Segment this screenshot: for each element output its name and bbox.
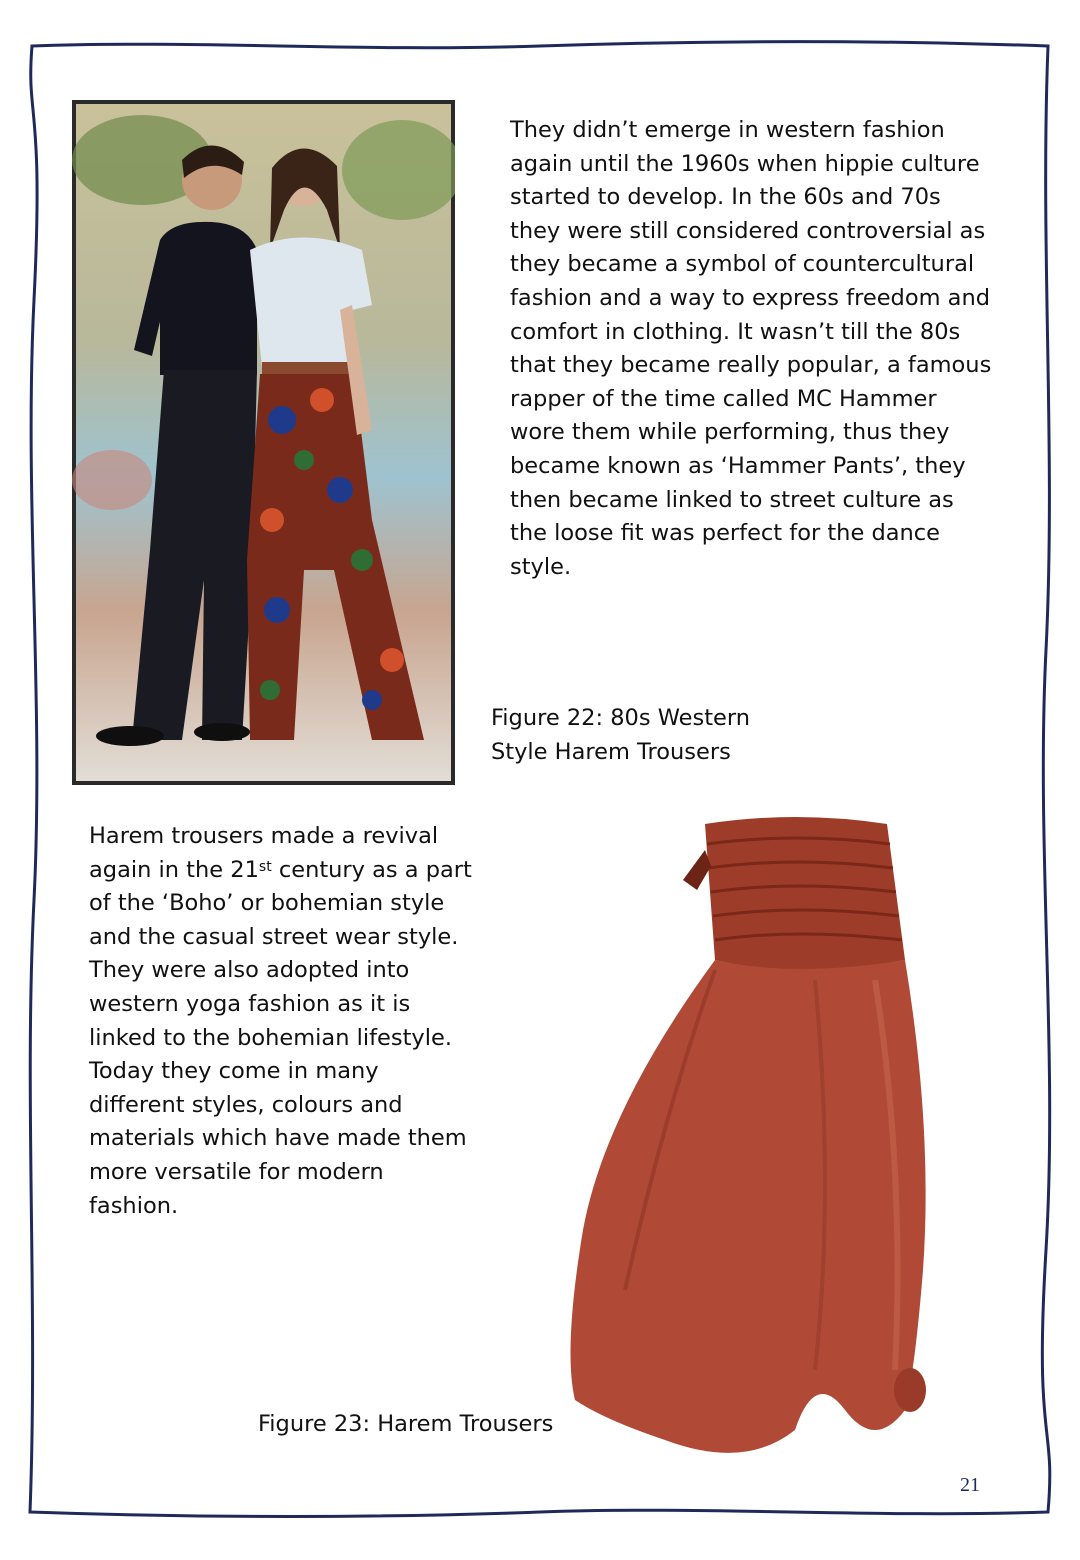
caption-line: Style Harem Trousers bbox=[491, 738, 731, 765]
couple-photo bbox=[72, 100, 455, 785]
text-line: comfort in clothing. It wasn’t till the 80s bbox=[510, 318, 961, 345]
caption-line: Figure 23: Harem Trousers bbox=[258, 1411, 554, 1437]
text-line: fashion and a way to express freedom and bbox=[510, 284, 990, 311]
text-line: materials which have made them bbox=[89, 1125, 467, 1152]
text-line: style. bbox=[510, 553, 572, 580]
figure-22-caption bbox=[491, 702, 791, 769]
harem-trousers-photo bbox=[565, 810, 930, 1470]
page-number: 21 bbox=[960, 1474, 980, 1496]
text-line: They didn’t emerge in western fashion bbox=[510, 117, 945, 143]
text-line: western yoga fashion as it is bbox=[89, 990, 411, 1017]
caption-line: Figure 22: 80s Western bbox=[491, 705, 750, 731]
ordinal-superscript: st bbox=[258, 858, 272, 875]
text-line: and the casual street wear style. bbox=[89, 923, 459, 950]
text-segment: century as a part bbox=[271, 856, 472, 883]
text-line: fashion. bbox=[89, 1192, 179, 1219]
text-segment: again in the 21 bbox=[89, 856, 259, 883]
paragraph-21st-century-revival bbox=[89, 820, 489, 1223]
text-line: Today they come in many bbox=[89, 1058, 379, 1085]
text-line: became known as ‘Hammer Pants’, they bbox=[510, 452, 966, 479]
text-line: the loose fit was perfect for the dance bbox=[510, 520, 940, 547]
text-line: wore them while performing, thus they bbox=[510, 419, 950, 446]
text-line bbox=[89, 854, 489, 888]
text-line: then became linked to street culture as bbox=[510, 486, 954, 513]
text-line: started to develop. In the 60s and 70s bbox=[510, 184, 941, 211]
text-line: they were still considered controversial as bbox=[510, 217, 986, 244]
paragraph-1980s-history bbox=[510, 114, 1010, 584]
text-line: again until the 1960s when hippie culture bbox=[510, 150, 980, 177]
text-line: of the ‘Boho’ or bohemian style bbox=[89, 890, 445, 917]
text-line: Harem trousers made a revival bbox=[89, 823, 439, 849]
text-line: rapper of the time called MC Hammer bbox=[510, 385, 937, 412]
text-line: different styles, colours and bbox=[89, 1091, 403, 1118]
text-line: They were also adopted into bbox=[89, 957, 410, 984]
text-line: that they became really popular, a famous bbox=[510, 352, 992, 379]
text-line: more versatile for modern bbox=[89, 1158, 384, 1185]
figure-23-caption bbox=[258, 1408, 618, 1442]
text-line: they became a symbol of countercultural bbox=[510, 251, 975, 278]
text-line: linked to the bohemian lifestyle. bbox=[89, 1024, 452, 1051]
